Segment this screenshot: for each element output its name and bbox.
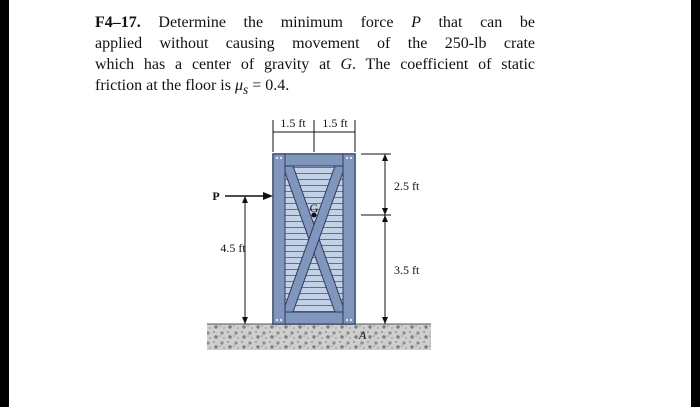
- mu-symbol: μ: [234, 77, 243, 94]
- problem-line-3-text: which has a center of gravity at: [95, 56, 331, 73]
- crate: [273, 154, 355, 324]
- crate-left-rail: [273, 154, 285, 324]
- mu-subscript: s: [243, 82, 249, 98]
- crate-figure: [9, 0, 691, 407]
- height-upper-right: 2.5 ft: [394, 179, 420, 193]
- problem-line-1-text: Determine the minimum force: [158, 14, 394, 31]
- corner-label: A: [359, 328, 367, 342]
- gravity-label: G: [309, 201, 319, 215]
- height-lower-right: 3.5 ft: [394, 263, 420, 277]
- problem-number: F4–17.: [95, 14, 141, 31]
- problem-line-3-tail: . The coefficient of static: [352, 56, 535, 73]
- ground: [207, 324, 431, 350]
- dim-top-right: 1.5 ft: [322, 116, 348, 130]
- problem-line-2: applied without causing movement of the 250-lb crate: [95, 35, 535, 52]
- page: [9, 0, 691, 407]
- force-arrow: [225, 192, 273, 200]
- force-label: P: [212, 189, 220, 203]
- mu-value: = 0.4.: [252, 77, 290, 94]
- right-height-dimension: [361, 154, 391, 324]
- left-height-dimension: [242, 196, 248, 324]
- gravity-symbol: G: [340, 56, 352, 73]
- dim-top-left: 1.5 ft: [280, 116, 306, 130]
- height-left: 4.5 ft: [220, 241, 246, 255]
- problem-line-1-tail: that can be: [438, 14, 536, 31]
- problem-line-4-text: friction at the floor is: [95, 77, 231, 94]
- crate-right-rail: [343, 154, 355, 324]
- force-symbol: P: [411, 14, 421, 31]
